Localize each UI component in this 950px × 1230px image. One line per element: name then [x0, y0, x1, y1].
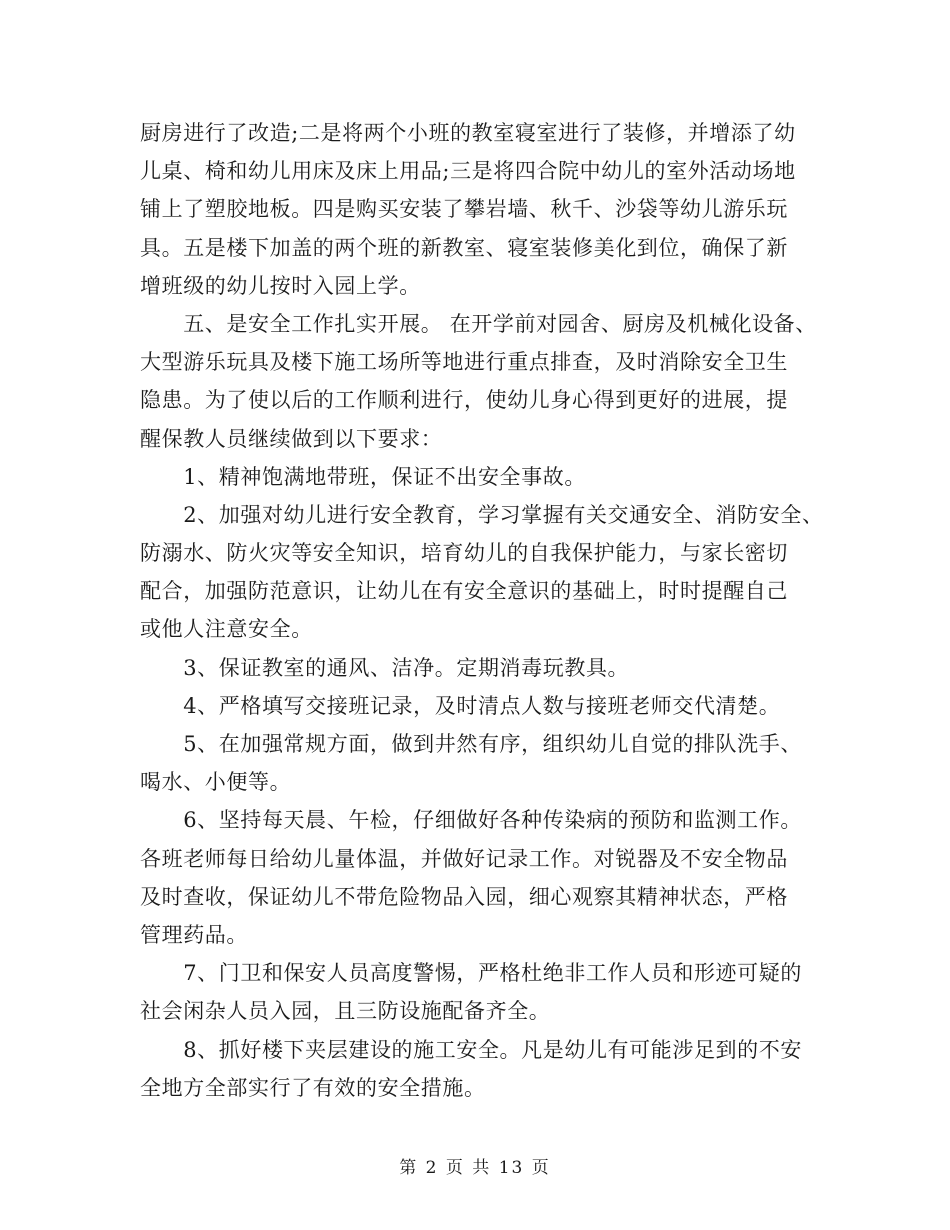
text-line: 铺上了塑胶地板。四是购买安装了攀岩墙、秋千、沙袋等幼儿游乐玩 — [140, 197, 788, 222]
text-line: 及时查收，保证幼儿不带危险物品入园，细心观察其精神状态，严格 — [140, 884, 788, 909]
text-line: 防溺水、防火灾等安全知识，培育幼儿的自我保护能力，与家长密切 — [140, 541, 788, 566]
text-line: 全地方全部实行了有效的安全措施。 — [140, 1075, 486, 1100]
text-line: 配合，加强防范意识，让幼儿在有安全意识的基础上，时时提醒自己 — [140, 579, 788, 604]
text-line: 或他人注意安全。 — [140, 617, 313, 642]
text-line: 大型游乐玩具及楼下施工场所等地进行重点排查，及时消除安全卫生 — [140, 350, 788, 375]
body-text — [140, 114, 830, 1107]
text-line: 5、在加强常规方面，做到井然有序，组织幼儿自觉的排队洗手、 — [140, 732, 802, 756]
text-line: 2、加强对幼儿进行安全教育，学习掌握有关交通安全、消防安全、 — [140, 502, 824, 527]
text-line: 具。五是楼下加盖的两个班的新教室、寝室装修美化到位，确保了新 — [140, 235, 788, 260]
text-line: 3、保证教室的通风、洁净。定期消毒玩教具。 — [140, 655, 630, 680]
text-line: 厨房进行了改造;二是将两个小班的教室寝室进行了装修，并增添了幼 — [140, 121, 796, 145]
text-line: 各班老师每日给幼儿量体温，并做好记录工作。对锐器及不安全物品 — [140, 846, 788, 871]
text-line: 1、精神饱满地带班，保证不出安全事故。 — [140, 464, 586, 489]
text-line: 增班级的幼儿按时入园上学。 — [140, 273, 421, 298]
page-number: 第 2 页 共 13 页 — [399, 1158, 551, 1178]
text-line: 五、是安全工作扎实开展。 在开学前对园舍、厨房及机械化设备、 — [140, 311, 817, 336]
text-line: 醒保教人员继续做到以下要求： — [140, 426, 443, 451]
text-line: 管理药品。 — [140, 922, 248, 947]
text-line: 隐患。为了使以后的工作顺利进行，使幼儿身心得到更好的进展，提 — [140, 388, 788, 413]
text-line: 4、严格填写交接班记录，及时清点人数与接班老师交代清楚。 — [140, 693, 781, 718]
text-line: 喝水、小便等。 — [140, 770, 292, 795]
text-line: 8、抓好楼下夹层建设的施工安全。凡是幼儿有可能涉足到的不安 — [140, 1037, 802, 1062]
page-footer — [0, 1153, 950, 1178]
text-line: 7、门卫和保安人员高度警惕，严格杜绝非工作人员和形迹可疑的 — [140, 961, 802, 986]
text-line: 社会闲杂人员入园，且三防设施配备齐全。 — [140, 999, 551, 1024]
text-line: 6、坚持每天晨、午检，仔细做好各种传染病的预防和监测工作。 — [140, 808, 802, 833]
text-line: 儿桌、椅和幼儿用床及床上用品;三是将四合院中幼儿的室外活动场地 — [140, 159, 796, 184]
